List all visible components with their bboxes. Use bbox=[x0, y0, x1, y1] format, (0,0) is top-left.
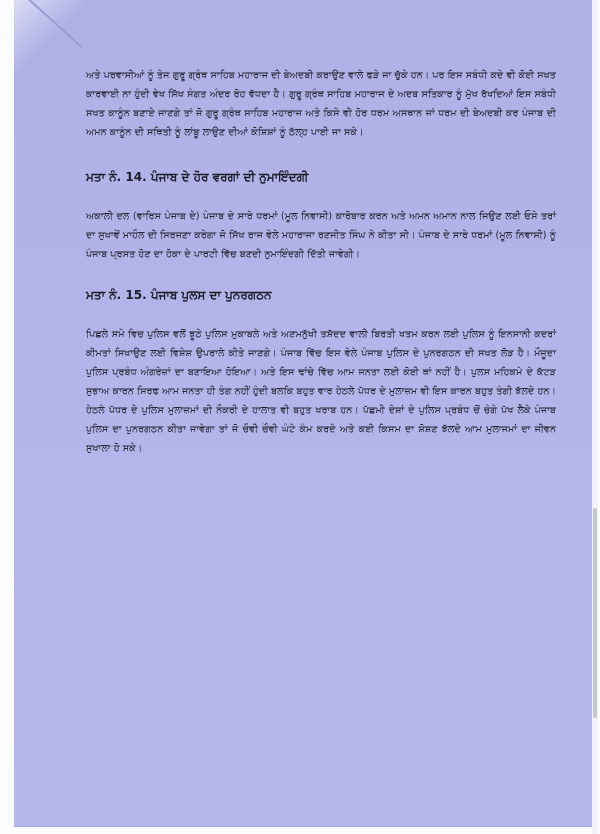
resolution-15-heading: ਮਤਾ ਨੰ. 15. ਪੰਜਾਬ ਪੁਲਸ ਦਾ ਪੁਨਰਗਠਨ bbox=[86, 288, 272, 302]
scrollbar-thumb[interactable] bbox=[593, 508, 597, 718]
document-content bbox=[86, 66, 556, 458]
resolution-15-paragraph: ਪਿਛਲੇ ਸਮੇ ਵਿਚ ਪੁਲਿਸ ਵਲੋਂ ਝੂਠੇ ਪੁਲਿਸ ਮੁਕਾਬਲੇ ਅਤੇ ਅਣਮਨੁੱਖੀ ਤਸ਼ੱਦਦ ਵਾਲੀ ਬਿਰਤੀ ਖਤਮ ਕਰਨ ਲਈ ਪੁਲਿਸ ਨੂੰ ਇਨਸਾਨੀ ਕਦਰਾਂ ਕੀਮਤਾਂ ਸਿਖਾਉਣ ਲਈ ਵਿਸ਼ੇਸ਼ ਉਪਰਾਲੇ ਕੀਤੇ ਜਾਣਗੇ। ਪੰਜਾਬ ਵਿੱਚ ਇਸ ਵੇਲੇ ਪੰਜਾਬ ਪੁਲਿਸ ਦੇ ਪੁਨਰਗਠਨ ਦੀ ਸਖਤ ਲੋੜ ਹੈ। ਮੌਜੂਦਾ ਪੁਲਿਸ ਪ੍ਰਬੰਧ ਅੰਗਰੇਜ਼ਾਂ ਦਾ ਬਣਾਇਆ ਹੋਇਆ। ਅਤੇ ਇਸ ਢਾਂਚੇ ਵਿੱਚ ਆਮ ਜਨਤਾ ਲਈ ਕੋਈ ਥਾਂ ਨਹੀਂ ਹੈ। ਪੁਲਸ ਮਹਿਕਮੇ ਦੇ ਕੱਟੜ ਸੁਭਾਅ ਕਾਰਨ ਸਿਰਫ ਆਮ ਜਨਤਾ ਹੀ ਤੰਗ ਨਹੀਂ ਹੁੰਦੀ ਬਲਕਿ ਬਹੁਤ ਵਾਰ ਹੇਠਲੇ ਪੱਧਰ ਦੇ ਮੁਲਾਜ਼ਮ ਵੀ ਇਸ ਕਾਰਨ ਬਹੁਤ ਤੰਗੀ ਝੱਲਦੇ ਹਨ। ਹੇਠਲੇ ਪੱਧਰ ਦੇ ਪੁਲਿਸ ਮੁਲਾਜ਼ਮਾਂ ਦੀ ਨੌਕਰੀ ਦੇ ਹਾਲਾਤ ਵੀ ਬਹੁਤ ਖਰਾਬ ਹਨ। ਪੱਛਮੀ ਦੇਸ਼ਾਂ ਦੇ ਪੁਲਿਸ ਪ੍ਰਬੰਧ ਚੋਂ ਚੰਗੇ ਪੱਖ ਲੈਕੇ ਪੰਜਾਬ ਪੁਲਿਸ ਦਾ ਪੁਨਰਗਠਨ ਕੀਤਾ ਜਾਵੇਗਾ ਤਾਂ ਜੋ ਚੌਵੀ ਚੌਵੀ ਘੰਟੇ ਕੰਮ ਕਰਦੇ ਅਤੇ ਕਈ ਕਿਸਮ ਦਾ ਸ਼ੋਸ਼ਣ ਝੱਲਦੇ ਆਮ ਮੁਲਾਜਮਾਂ ਦਾ ਜੀਵਨ ਸੁਖਾਲਾ ਹੋ ਸਕੇ। bbox=[86, 329, 556, 454]
document-page bbox=[14, 0, 593, 827]
resolution-14-heading: ਮਤਾ ਨੰ. 14. ਪੰਜਾਬ ਦੇ ਹੋਰ ਵਰਗਾਂ ਦੀ ਨੁਮਾਇੰਦਗੀ bbox=[86, 170, 309, 184]
paragraph-continuation: ਅਤੇ ਪਰਵਾਸੀਆਂ ਨੂੰ ਤੇਜ ਗੁਰੂ ਗ੍ਰੰਥ ਸਾਹਿਬ ਮਹਾਰਾਜ ਦੀ ਬੇਅਦਬੀ ਕਰਾਉਣ ਵਾਲੇ ਫੜੇ ਜਾ ਚੁੱਕੇ ਹਨ। ਪਰ ਇਸ ਸਬੰਧੀ ਕਦੇ ਵੀ ਕੋਈ ਸਖਤ ਕਾਰਵਾਈ ਨਾ ਹੁੰਦੀ ਵੇਖ ਸਿੱਖ ਸੰਗਤ ਅੰਦਰ ਰੋਹ ਵੱਧਦਾ ਹੈ। ਗੁਰੂ ਗ੍ਰੰਥ ਸਾਹਿਬ ਮਹਾਰਾਜ ਦੇ ਅਦਬ ਸਤਿਕਾਰ ਨੂੰ ਮੁੱਖ ਰੱਖਦਿਆਂ ਇਸ ਸਬੰਧੀ ਸਖਤ ਕਾਨੂੰਨ ਬਣਾਏ ਜਾਣਗੇ ਤਾਂ ਜੋ ਗੁਰੂ ਗ੍ਰੰਥ ਸਾਹਿਬ ਮਹਾਰਾਜ ਅਤੇ ਕਿਸੇ ਵੀ ਹੋਰ ਧਰਮ ਅਸਥਾਨ ਜਾਂ ਧਰਮ ਦੀ ਬੇਅਦਬੀ ਕਰ ਪੰਜਾਬ ਦੀ ਅਮਨ ਕਾਨੂੰਨ ਦੀ ਸਥਿਤੀ ਨੂੰ ਲਾਂਬੂ ਲਾਉਣ ਦੀਆਂ ਕੋਸ਼ਿਸ਼ਾਂ ਨੂੰ ਠੱਲ੍ਹ ਪਾਈ ਜਾ ਸਕੇ। bbox=[86, 70, 556, 138]
resolution-14-paragraph: ਅਕਾਲੀ ਦਲ (ਵਾਰਿਸ ਪੰਜਾਬ ਦੇ) ਪੰਜਾਬ ਦੇ ਸਾਰੇ ਧਰਮਾਂ (ਮੂਲ ਨਿਵਾਸੀ) ਕਾਰੋਬਾਰ ਕਰਨ ਅਤੇ ਅਮਨ ਅਮਾਨ ਨਾਲ ਜਿਉਣ ਲਈ ਓਸੇ ਤਰਾਂ ਦਾ ਸੁਖਾਵੇਂ ਮਾਹੌਲ ਦੀ ਸਿਰਜਣਾ ਕਰੇਗਾ ਜੋ ਸਿੱਖ ਰਾਜ ਵੇਲੇ ਮਹਾਰਾਜਾ ਰਣਜੀਤ ਸਿੰਘ ਨੇ ਕੀਤਾ ਸੀ। ਪੰਜਾਬ ਦੇ ਸਾਰੇ ਧਰਮਾਂ (ਮੂਲ ਨਿਵਾਸੀ) ਨੂੰ ਪੰਜਾਬ ਪ੍ਰਸਤ ਹੋਣ ਦਾ ਹੋਕਾ ਦੇ ਪਾਰਟੀ ਵਿੱਚ ਬਣਦੀ ਨੁਮਾਇੰਦਗੀ ਦਿੱਤੀ ਜਾਵੇਗੀ। bbox=[86, 211, 556, 260]
page-curl-shading bbox=[14, 0, 84, 70]
